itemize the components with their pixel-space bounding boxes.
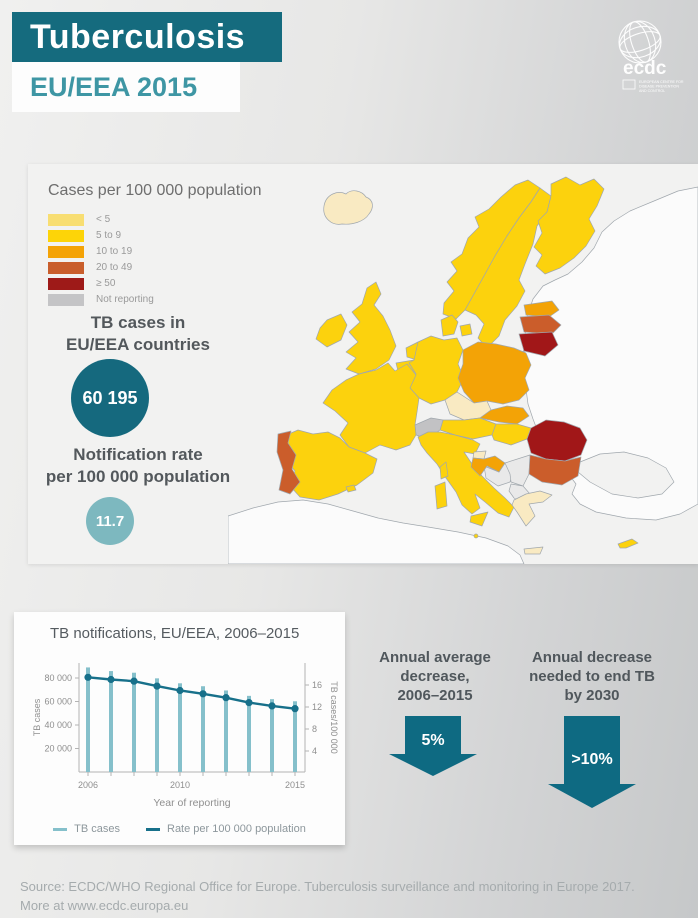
y-tick-label-right: 4 bbox=[312, 746, 318, 756]
y-axis-label-right: TB cases/100 000 bbox=[329, 681, 339, 754]
bar-2008 bbox=[132, 673, 136, 772]
y-tick-label-right: 16 bbox=[312, 680, 323, 690]
europe-map bbox=[228, 164, 698, 564]
island-crete bbox=[524, 547, 543, 554]
country-slovenia bbox=[473, 451, 486, 459]
chart-title: TB notifications, EU/EEA, 2006–2015 bbox=[50, 625, 300, 642]
legend-swatch bbox=[48, 214, 84, 226]
rate-point-2007 bbox=[107, 676, 114, 683]
tb-cases-stat bbox=[33, 312, 243, 356]
rate-point-2014 bbox=[268, 702, 275, 709]
needed-decrease-heading: Annual decrease needed to end TB by 2030 bbox=[529, 649, 655, 705]
rate-point-2010 bbox=[176, 687, 183, 694]
notification-rate-value: 11.7 bbox=[95, 512, 125, 530]
island-sicily bbox=[470, 512, 488, 526]
legend-label: 5 to 9 bbox=[96, 230, 122, 241]
tb-cases-circle bbox=[71, 359, 149, 437]
bar-series-swatch bbox=[53, 828, 67, 831]
line-series-swatch bbox=[146, 828, 160, 831]
legend-label: 10 to 19 bbox=[96, 246, 133, 257]
map-panel bbox=[28, 164, 698, 564]
island-malta bbox=[474, 534, 478, 538]
bar-2011 bbox=[201, 686, 205, 772]
x-axis-label: Year of reporting bbox=[153, 797, 231, 809]
legend-label: ≥ 50 bbox=[96, 278, 116, 289]
y-tick-label-left: 20 000 bbox=[44, 743, 72, 754]
logo-org-line: AND CONTROL bbox=[639, 89, 666, 93]
footer-more-line: More at www.ecdc.europa.eu bbox=[20, 897, 189, 913]
footer bbox=[20, 878, 635, 916]
rate-point-2008 bbox=[130, 678, 137, 685]
bar-2010 bbox=[178, 683, 182, 772]
footer-source-line: Source: ECDC/WHO Regional Office for Europe. Tuberculosis surveillance and monitoring in Europe 2017. bbox=[20, 879, 635, 894]
rate-point-2011 bbox=[199, 690, 206, 697]
country-ireland bbox=[316, 314, 347, 347]
page-subtitle: EU/EEA 2015 bbox=[30, 71, 198, 102]
tb-cases-label: TB cases in EU/EEA countries bbox=[66, 313, 210, 355]
legend-label: Not reporting bbox=[96, 294, 154, 305]
country-united-kingdom bbox=[346, 282, 396, 374]
decrease-arrow-large bbox=[548, 716, 636, 808]
tb-cases-value: 60 195 bbox=[82, 387, 138, 408]
annual-average-decrease-heading: Annual average decrease, 2006–2015 bbox=[379, 649, 491, 705]
header-subtitle-box bbox=[12, 62, 240, 112]
bar-2009 bbox=[155, 678, 159, 772]
country-north-africa bbox=[228, 500, 524, 564]
eu-flag-icon bbox=[623, 80, 635, 89]
rate-point-2015 bbox=[291, 705, 298, 712]
header-title-box bbox=[12, 12, 282, 62]
y-tick-label-left: 40 000 bbox=[44, 720, 72, 730]
x-tick-label: 2015 bbox=[284, 780, 306, 790]
chart-legend-item-bars bbox=[53, 823, 120, 835]
y-tick-label-left: 60 000 bbox=[44, 696, 72, 707]
legend-label: 20 to 49 bbox=[96, 262, 133, 273]
logo-org-line: EUROPEAN CENTRE FOR bbox=[639, 80, 684, 84]
legend-swatch bbox=[48, 230, 84, 242]
bar-2007 bbox=[109, 671, 113, 772]
bar-2006 bbox=[86, 667, 90, 772]
legend-swatch bbox=[48, 246, 84, 258]
rate-point-2006 bbox=[84, 674, 91, 681]
chart-legend-item-line bbox=[146, 823, 306, 835]
rate-point-2013 bbox=[245, 699, 252, 706]
legend-swatch bbox=[48, 294, 84, 306]
x-tick-label: 2010 bbox=[169, 780, 191, 790]
y-axis-label-left: TB cases bbox=[32, 698, 42, 737]
bar-2012 bbox=[224, 690, 228, 772]
decrease-arrow-large-value: >10% bbox=[571, 751, 613, 768]
x-tick-label: 2006 bbox=[77, 780, 99, 790]
island-cyprus bbox=[618, 539, 638, 548]
needed-decrease-block bbox=[497, 648, 687, 706]
line-series-label: Rate per 100 000 population bbox=[167, 823, 306, 835]
rate-point-2012 bbox=[222, 694, 229, 701]
ecdc-logo bbox=[596, 8, 696, 103]
notification-rate-circle bbox=[86, 497, 134, 545]
page-title: Tuberculosis bbox=[30, 17, 246, 56]
bar-series-label: TB cases bbox=[74, 823, 120, 835]
rate-line bbox=[88, 677, 295, 708]
country-iceland bbox=[324, 191, 373, 225]
ecdc-logo-text: ecdc bbox=[623, 58, 667, 79]
country-poland bbox=[458, 342, 531, 404]
rate-point-2009 bbox=[153, 683, 160, 690]
legend-swatch bbox=[48, 262, 84, 274]
notification-rate-label: Notification rate per 100 000 population bbox=[45, 445, 231, 487]
bar-2013 bbox=[247, 696, 251, 772]
chart-card bbox=[14, 612, 345, 845]
decrease-arrow-small-value: 5% bbox=[421, 732, 445, 749]
island-sardinia bbox=[435, 482, 447, 509]
country-hungary bbox=[492, 424, 531, 445]
tb-notifications-chart bbox=[14, 612, 345, 845]
y-tick-label-right: 8 bbox=[312, 724, 318, 734]
bar-2014 bbox=[270, 699, 274, 772]
y-tick-label-left: 80 000 bbox=[44, 673, 72, 683]
country-denmark-island bbox=[460, 324, 472, 336]
notification-rate-stat bbox=[33, 444, 243, 488]
legend-title: Cases per 100 000 population bbox=[48, 182, 262, 199]
logo-org-line: DISEASE PREVENTION bbox=[639, 84, 679, 89]
y-tick-label-right: 12 bbox=[312, 702, 323, 712]
legend-swatch bbox=[48, 278, 84, 290]
chart-legend bbox=[14, 823, 345, 835]
legend-label: < 5 bbox=[96, 214, 111, 225]
decrease-arrow-small bbox=[389, 716, 477, 778]
